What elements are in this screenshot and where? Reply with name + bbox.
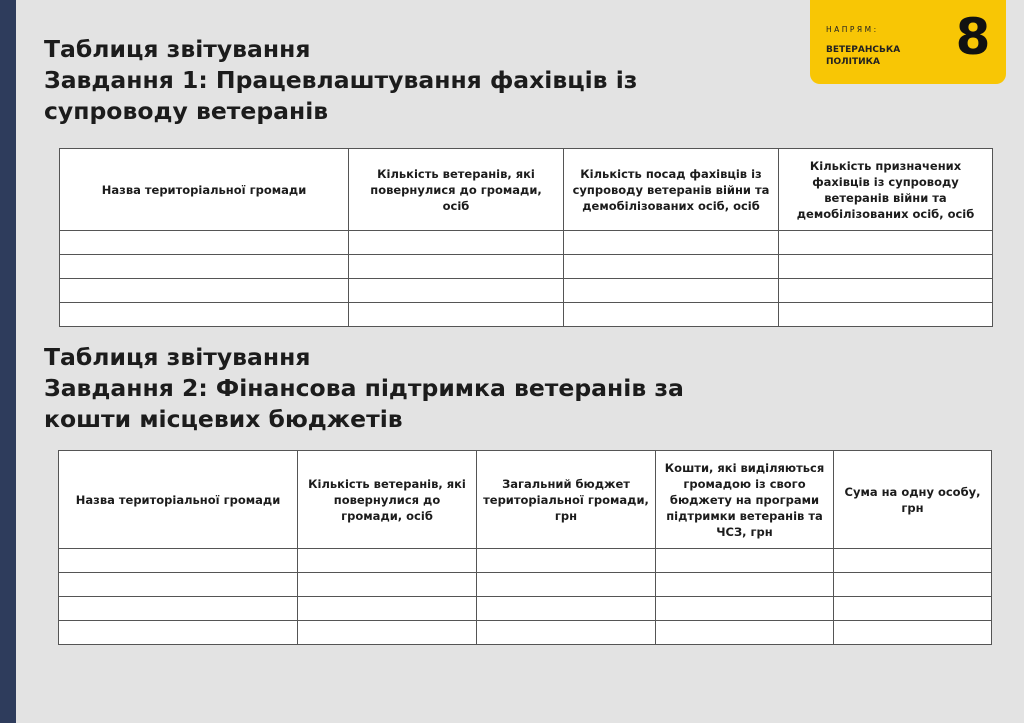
table-cell[interactable] [59,573,298,597]
section2-title-line: кошти місцевих бюджетів [44,405,403,433]
table-cell[interactable] [477,549,656,573]
section1-title-line: супроводу ветеранів [44,97,329,125]
direction-badge [810,0,1006,84]
column-header: Назва територіальної громади [59,451,298,549]
task1-report-table [59,148,993,327]
table-cell[interactable] [59,597,298,621]
table-cell[interactable] [477,621,656,645]
table-row [59,597,992,621]
table-cell[interactable] [834,573,992,597]
table-cell[interactable] [477,597,656,621]
table-cell[interactable] [298,597,477,621]
table-cell[interactable] [779,255,993,279]
table-cell[interactable] [60,231,349,255]
table-cell[interactable] [779,279,993,303]
table-cell[interactable] [779,303,993,327]
badge-topic: ВЕТЕРАНСЬКА ПОЛІТИКА [826,45,901,67]
column-header: Кількість посад фахівців із супроводу ветеранів війни та демобілізованих осіб, осіб [564,149,779,231]
table-row [60,303,993,327]
column-header: Кількість призначених фахівців із супроводу ветеранів війни та демобілізованих осіб, осіб [779,149,993,231]
badge-number: 8 [955,8,991,66]
table-cell[interactable] [834,549,992,573]
column-header: Кошти, які виділяються громадою із свого бюджету на програми підтримки ветеранів та ЧСЗ, грн [656,451,834,549]
table-row [60,279,993,303]
table-header-row [60,149,993,231]
column-header: Загальний бюджет територіальної громади, грн [477,451,656,549]
section2-title [44,342,684,435]
table-cell[interactable] [298,573,477,597]
section1-title-line: Таблиця звітування [44,35,311,63]
left-accent-bar [0,0,16,723]
table-row [59,621,992,645]
badge-label: НАПРЯМ: [826,25,879,34]
table-cell[interactable] [656,573,834,597]
table-cell[interactable] [59,621,298,645]
table-cell[interactable] [349,279,564,303]
table-cell[interactable] [564,303,779,327]
table-cell[interactable] [298,549,477,573]
table-cell[interactable] [298,621,477,645]
table-cell[interactable] [834,597,992,621]
table-row [60,231,993,255]
table-cell[interactable] [656,621,834,645]
table-row [59,549,992,573]
table-cell[interactable] [60,279,349,303]
column-header: Назва територіальної громади [60,149,349,231]
section2-title-line: Завдання 2: Фінансова підтримка ветеранів за [44,374,684,402]
table-cell[interactable] [349,303,564,327]
task2-report-table [58,450,992,645]
column-header: Кількість ветеранів, які повернулися до громади, осіб [349,149,564,231]
table-cell[interactable] [60,303,349,327]
section1-title [44,34,637,127]
table-cell[interactable] [349,255,564,279]
table-row [59,573,992,597]
table-cell[interactable] [564,279,779,303]
table-cell[interactable] [477,573,656,597]
table-cell[interactable] [564,231,779,255]
table-cell[interactable] [349,231,564,255]
column-header: Сума на одну особу, грн [834,451,992,549]
column-header: Кількість ветеранів, які повернулися до громади, осіб [298,451,477,549]
table-cell[interactable] [564,255,779,279]
table-cell[interactable] [656,597,834,621]
section2-title-line: Таблиця звітування [44,343,311,371]
table-header-row [59,451,992,549]
table-row [60,255,993,279]
table-cell[interactable] [60,255,349,279]
table-cell[interactable] [656,549,834,573]
table-cell[interactable] [834,621,992,645]
table-cell[interactable] [779,231,993,255]
section1-title-line: Завдання 1: Працевлаштування фахівців із [44,66,638,94]
table-cell[interactable] [59,549,298,573]
